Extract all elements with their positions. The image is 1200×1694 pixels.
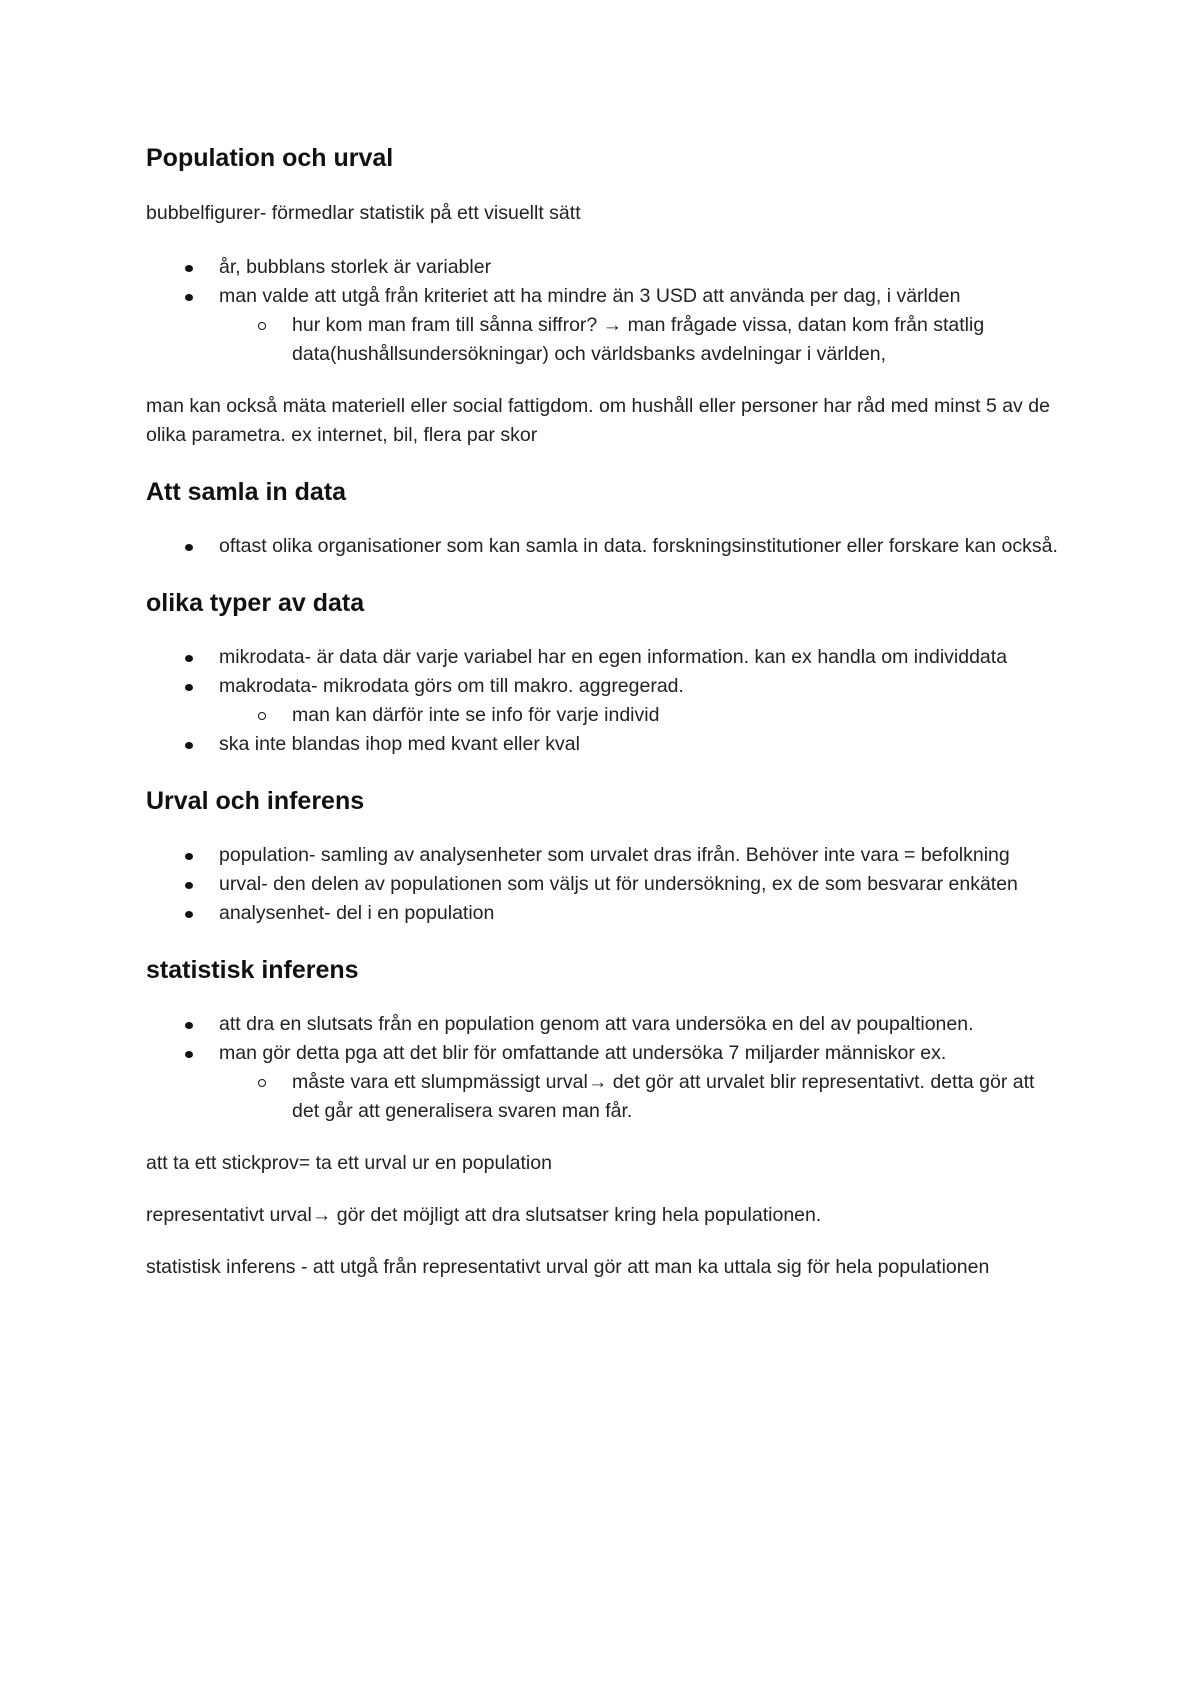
sub-list-item [146,311,1066,369]
paragraph-bubbelfigurer: bubbelfigurer- förmedlar statistik på ett visuellt sätt [146,202,581,224]
list-item-text: hur kom man fram till sånna siffror? → man frågade vissa, datan kom från statlig data(hushållsundersökningar) och världsbanks avdelningar i världen, [292,314,985,365]
list-item-text: analysenhet- del i en population [219,902,495,924]
bullet-icon [185,655,193,662]
list-item [146,532,1066,561]
heading-olika-typer-av-data: olika typer av data [146,589,365,617]
hollow-bullet-icon [258,1079,266,1087]
paragraph-fattigdom: man kan också mäta materiell eller social fattigdom. om hushåll eller personer har råd med minst 5 av de olika parametra. ex internet, bil, flera par skor [146,395,1050,446]
list-item [146,1039,1066,1068]
bullet-list [146,841,1066,928]
list-item-text: urval- den delen av populationen som väljs ut för undersökning, ex de som besvarar enkäten [219,873,1018,895]
bullet-icon [185,1051,193,1058]
list-item [146,841,1066,870]
list-item-text: år, bubblans storlek är variabler [219,256,492,278]
heading-statistisk-inferens: statistisk inferens [146,956,359,984]
list-item [146,643,1066,672]
bullet-icon [185,853,193,860]
bullet-icon [185,911,193,918]
bullet-icon [185,684,193,691]
bullet-list [146,1010,1066,1126]
list-item [146,282,1066,311]
sub-list-item [146,1068,1066,1126]
list-item [146,730,1066,759]
bullet-list [146,643,1066,759]
list-item-text: oftast olika organisationer som kan samla in data. forskningsinstitutioner eller forskare kan också. [219,535,1058,557]
list-item-text: man kan därför inte se info för varje individ [292,704,660,726]
paragraph-statistisk-inferens: statistisk inferens - att utgå från representativt urval gör att man ka uttala sig för hela populationen [146,1256,990,1278]
list-item [146,870,1066,899]
sub-list-item [146,701,1066,730]
heading-population-och-urval: Population och urval [146,144,394,172]
document-page [146,142,1066,1282]
list-item-text: man gör detta pga att det blir för omfattande att undersöka 7 miljarder människor ex. [219,1042,947,1064]
list-item-text: ska inte blandas ihop med kvant eller kval [219,733,580,755]
bullet-icon [185,1022,193,1029]
list-item-text: man valde att utgå från kriteriet att ha mindre än 3 USD att använda per dag, i världen [219,285,961,307]
list-item [146,899,1066,928]
heading-urval-och-inferens: Urval och inferens [146,787,365,815]
hollow-bullet-icon [258,322,266,330]
list-item [146,672,1066,701]
bullet-icon [185,544,193,551]
bullet-list [146,532,1066,561]
bullet-icon [185,882,193,889]
bullet-icon [185,294,193,301]
hollow-bullet-icon [258,712,266,720]
list-item-text: makrodata- mikrodata görs om till makro. aggregerad. [219,675,684,697]
list-item [146,253,1066,282]
list-item-text: mikrodata- är data där varje variabel har en egen information. kan ex handla om individdata [219,646,1008,668]
bullet-icon [185,265,193,272]
list-item-text: måste vara ett slumpmässigt urval→ det gör att urvalet blir representativt. detta gör att det går att generalisera svaren man får. [292,1071,1035,1122]
list-item-text: att dra en slutsats från en population genom att vara undersöka en del av poupaltionen. [219,1013,974,1035]
paragraph-stickprov: att ta ett stickprov= ta ett urval ur en population [146,1152,552,1174]
heading-att-samla-in-data: Att samla in data [146,478,347,506]
list-item [146,1010,1066,1039]
bullet-list [146,253,1066,369]
list-item-text: population- samling av analysenheter som urvalet dras ifrån. Behöver inte vara = befolkning [219,844,1010,866]
bullet-icon [185,742,193,749]
paragraph-representativt-urval: representativt urval→ gör det möjligt att dra slutsatser kring hela populationen. [146,1204,822,1226]
